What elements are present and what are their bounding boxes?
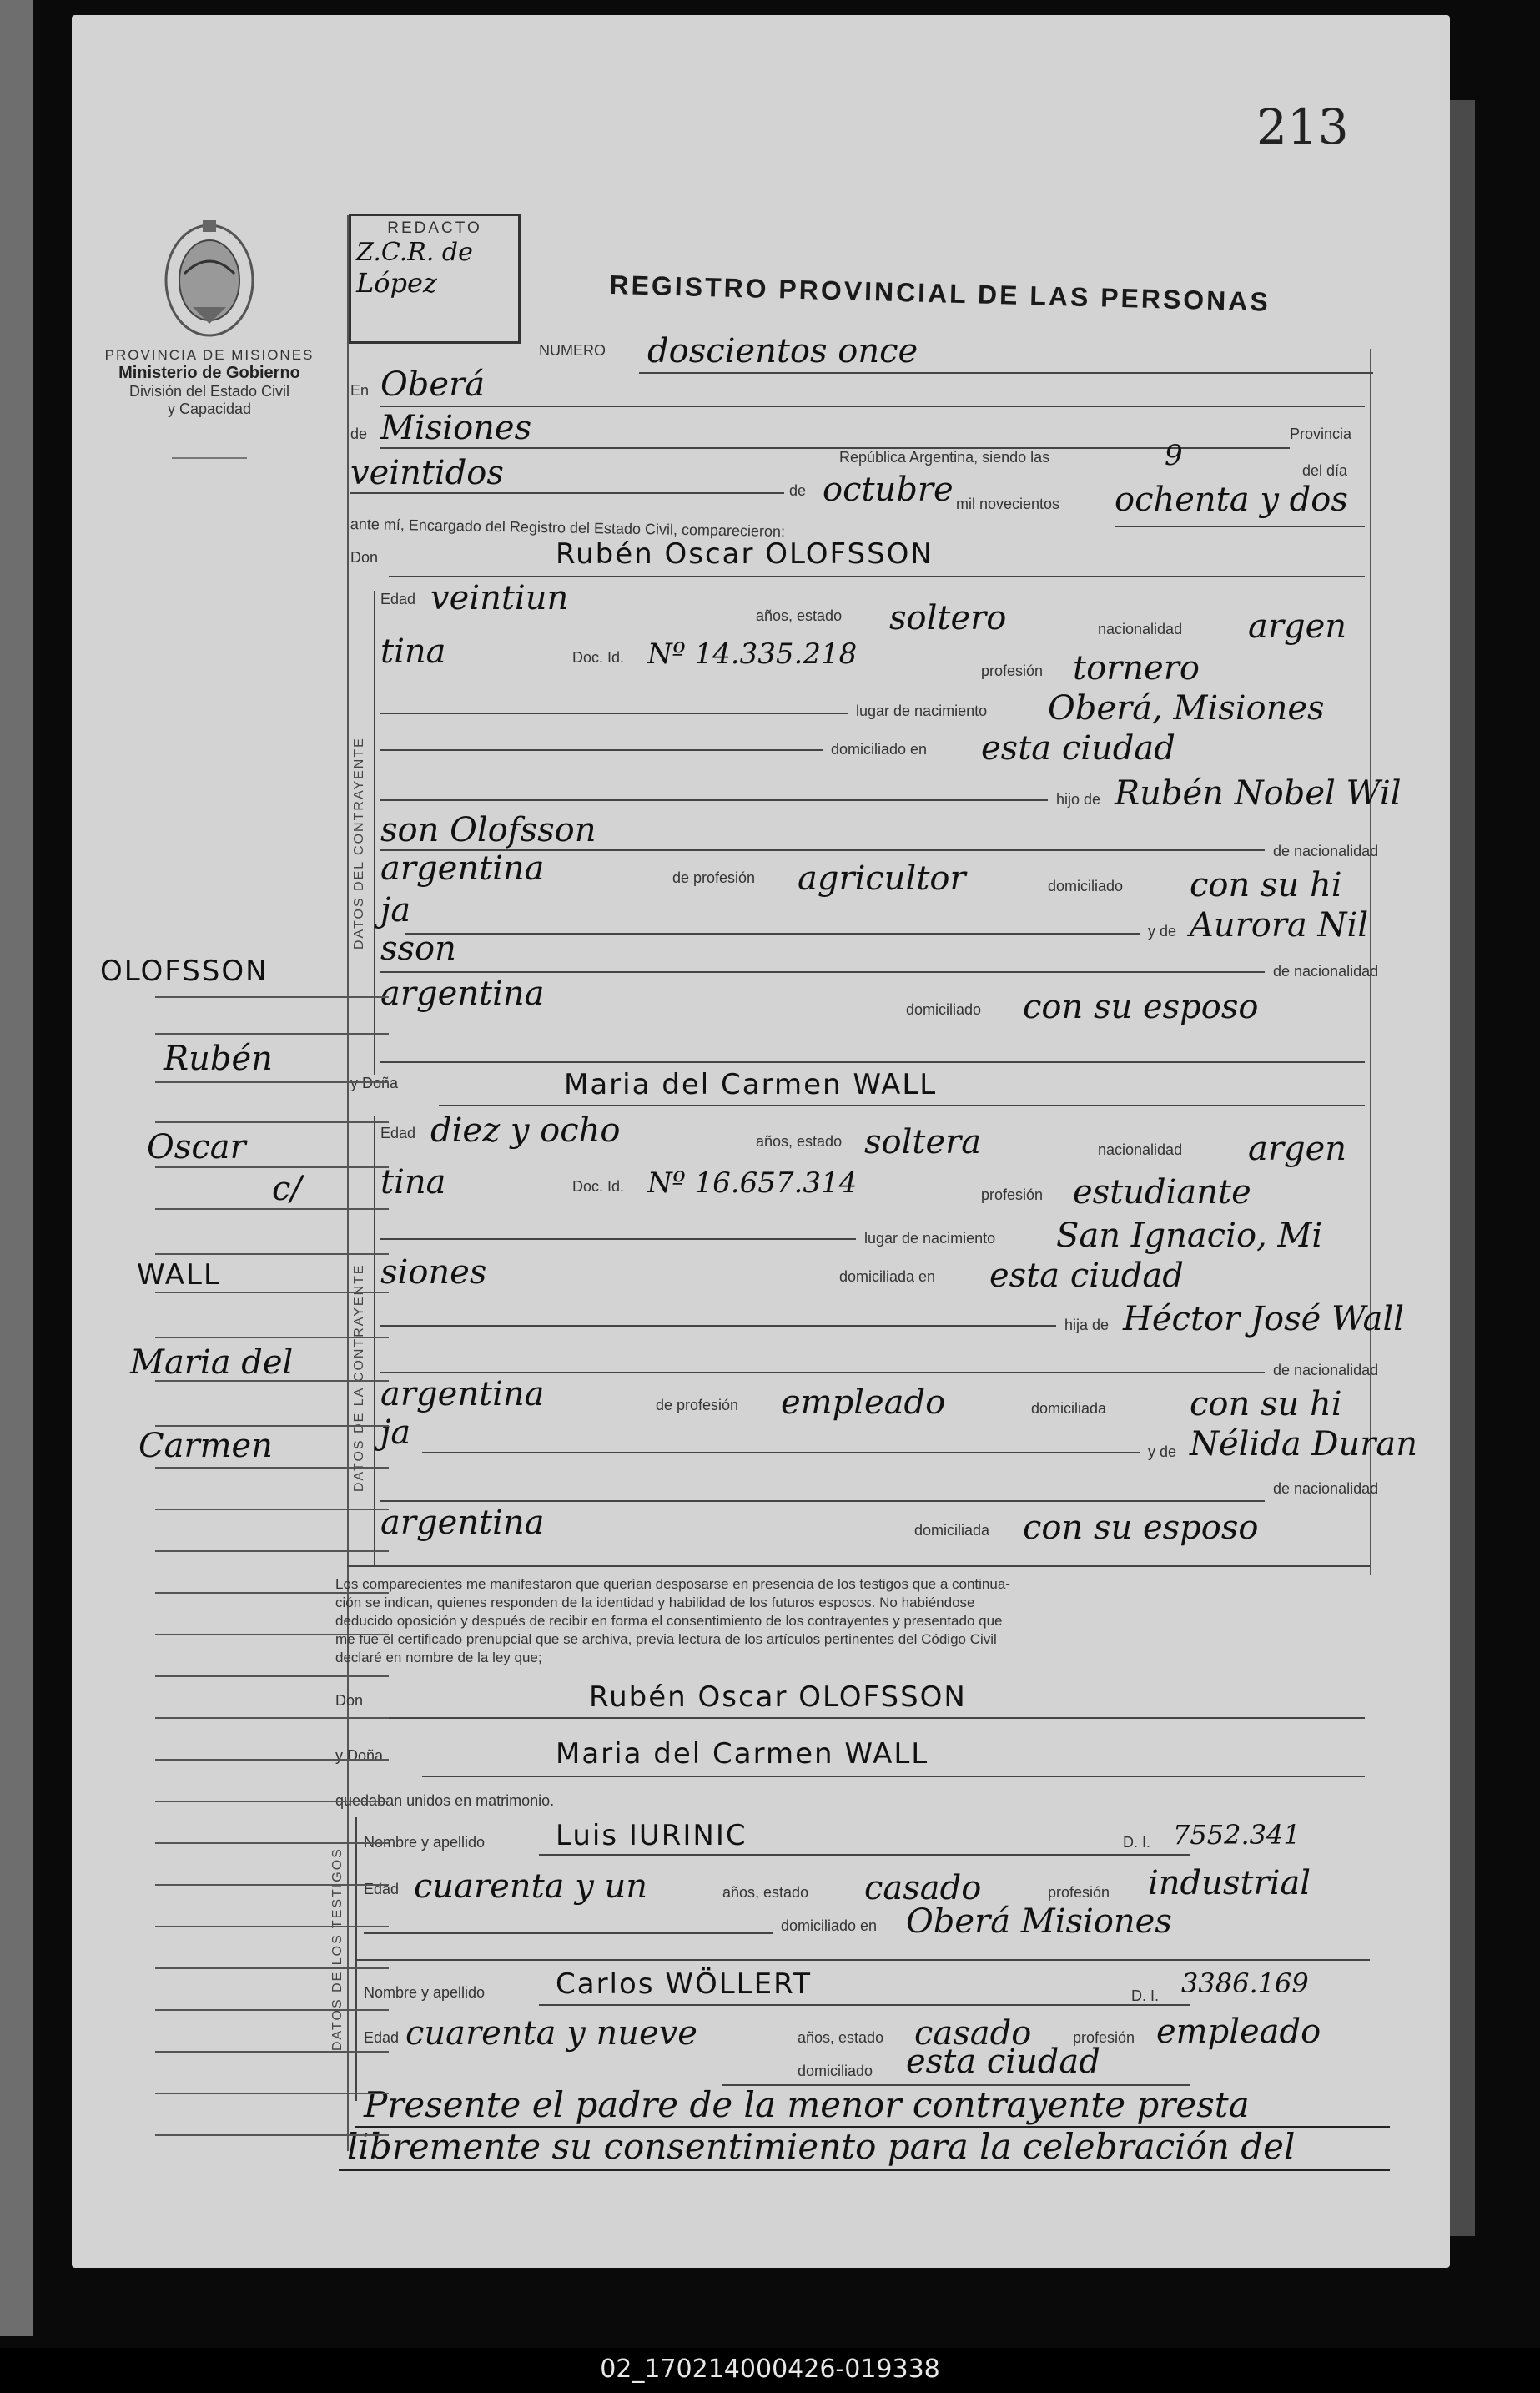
value-groom-father-1: Rubén Nobel Wil [1115, 774, 1402, 813]
stamp-title: REDACTO [387, 219, 482, 237]
value-bride-nat-2: tina [380, 1163, 446, 1202]
form-title: REGISTRO PROVINCIAL DE LAS PERSONAS [609, 270, 1271, 317]
margin-name-line: Carmen [138, 1427, 273, 1465]
label-profesion-bride: profesión [981, 1186, 1044, 1203]
value-groom-nat-2: tina [380, 632, 446, 671]
label-domiciliado-en: domiciliado en [831, 741, 928, 758]
label-doc-id-bride: Doc. Id. [572, 1178, 625, 1195]
value-groom-age: veintiun [430, 579, 569, 617]
label-hijo-de: hijo de [1056, 791, 1101, 808]
label-republica: República Argentina, siendo las [839, 449, 1050, 466]
value-groom-prof: tornero [1073, 649, 1200, 688]
value-w2-prof: empleado [1156, 2013, 1321, 2051]
label-domiciliado-2: domiciliado [906, 1001, 982, 1018]
value-groom-father-prof: agricultor [798, 859, 966, 898]
label-di-w2: D. I. [1131, 1987, 1160, 2004]
label-y-de: y de [1148, 923, 1177, 940]
label-nacionalidad-bride: nacionalidad [1098, 1141, 1183, 1158]
value-bride-father-home-2: ja [380, 1413, 411, 1452]
label-y-dona: y Doña [350, 1075, 399, 1091]
value-w1-home: Oberá Misiones [906, 1902, 1172, 1941]
authority-ministry: Ministerio de Gobierno [118, 364, 300, 382]
label-domiciliado: domiciliado [1048, 878, 1124, 894]
value-groom-mother-home: con su esposo [1023, 988, 1259, 1026]
value-w2-di: 3386.169 [1181, 1967, 1309, 1999]
label-profesion: profesión [981, 662, 1044, 679]
value-provincia: Misiones [380, 409, 532, 447]
value-w2-status: casado [914, 2014, 1032, 2053]
label-domiciliado-en-w1: domiciliado en [781, 1917, 878, 1934]
label-quedaban: quedaban unidos en matrimonio. [335, 1792, 555, 1809]
margin-name-line: Oscar [147, 1128, 246, 1166]
margin-name-line: Maria del [130, 1343, 294, 1382]
authority-block [72, 347, 347, 418]
value-hora: 9 [1165, 439, 1183, 472]
label-datos-contrayente: DATOS DEL CONTRAYENTE [352, 737, 366, 950]
label-anos-estado-w2: años, estado [798, 2029, 884, 2046]
label-datos-testigos: DATOS DE LOS TESTIGOS [330, 1847, 345, 2051]
value-groom-mother-nat: argentina [380, 975, 545, 1013]
label-de-nacionalidad: de nacionalidad [1273, 843, 1379, 859]
value-bride-status: soltera [864, 1123, 982, 1161]
label-nombre-apellido-w2: Nombre y apellido [364, 1984, 486, 2001]
label-anos-estado-bride: años, estado [756, 1133, 843, 1150]
margin-name-line: WALL [137, 1258, 221, 1292]
label-lugar-nacimiento: lugar de nacimiento [856, 703, 988, 719]
label-nacionalidad: nacionalidad [1098, 621, 1183, 637]
label-lugar-nacimiento-bride: lugar de nacimiento [864, 1230, 996, 1247]
label-anos-estado-w1: años, estado [722, 1884, 809, 1901]
label-del-dia: del día [1302, 462, 1348, 479]
value-bride-age: diez y ocho [430, 1111, 621, 1150]
label-hija-de: hija de [1064, 1317, 1110, 1333]
label-y-dona-declare: y Doña [335, 1747, 384, 1764]
value-groom-status: soltero [889, 599, 1007, 637]
value-numero: doscientos once [647, 332, 918, 370]
label-edad-w2: Edad [364, 2029, 400, 2046]
label-y-de-bride: y de [1148, 1443, 1177, 1460]
label-provincia: Provincia [1290, 426, 1352, 442]
label-domiciliada-2: domiciliada [914, 1522, 990, 1539]
value-bride-father-nat: argentina [380, 1375, 545, 1413]
paragraph-line: declaré en nombre de la ley que; [335, 1650, 542, 1665]
value-groom-father-2: son Olofsson [380, 811, 596, 849]
label-de-nacionalidad-bride: de nacionalidad [1273, 1362, 1379, 1378]
value-groom-nat-1: argen [1248, 607, 1347, 646]
label-edad-bride: Edad [380, 1125, 416, 1141]
label-edad: Edad [380, 591, 416, 607]
label-di: D. I. [1123, 1834, 1151, 1851]
value-bride-doc: Nº 16.657.314 [647, 1166, 858, 1200]
label-numero: NUMERO [539, 342, 606, 359]
value-w2-age: cuarenta y nueve [405, 2014, 697, 2053]
label-de-profesion: de profesión [672, 869, 756, 886]
label-doc-id: Doc. Id. [572, 649, 625, 666]
authority-province: PROVINCIA DE MISIONES [104, 347, 315, 363]
value-groom-doc: Nº 14.335.218 [647, 637, 858, 671]
label-edad-w1: Edad [364, 1881, 400, 1897]
value-groom-father-home-1: con su hi [1190, 866, 1342, 904]
label-don-declare: Don [335, 1692, 364, 1709]
paragraph-line: me fue el certificado prenupcial que se archiva, previa lectura de los artículos pertinentes del Código Civil [335, 1631, 997, 1647]
value-groom-birth: Oberá, Misiones [1048, 689, 1325, 728]
label-datos-la-contrayente: DATOS DE LA CONTRAYENTE [352, 1263, 366, 1492]
value-groom-father-home-2: ja [380, 891, 411, 929]
book-edge [1450, 100, 1475, 2236]
value-bride-mother-nat: argentina [380, 1504, 545, 1542]
value-w1-age: cuarenta y un [414, 1867, 648, 1906]
label-nombre-apellido: Nombre y apellido [364, 1834, 486, 1851]
binding-edge [0, 0, 33, 2336]
label-domiciliada: domiciliada [1031, 1400, 1107, 1417]
value-groom-mother-2: sson [380, 929, 456, 968]
redacto-stamp [349, 214, 521, 344]
value-bride-mother: Nélida Duran [1190, 1425, 1417, 1464]
label-de-nacionalidad-2: de nacionalidad [1273, 963, 1379, 980]
label-don: Don [350, 549, 379, 566]
value-mes: octubre [823, 471, 954, 509]
value-declare-bride: Maria del Carmen WALL [556, 1737, 929, 1771]
value-w1-name: Luis IURINIC [556, 1819, 747, 1852]
value-w2-home: esta ciudad [906, 2043, 1100, 2081]
label-domiciliado-w2: domiciliado [798, 2063, 873, 2079]
value-bride-nat-1: argen [1248, 1130, 1347, 1168]
stamp-line-1: Z.C.R. de [356, 238, 473, 267]
authority-division: División del Estado Civil [128, 383, 290, 400]
label-de: de [350, 426, 368, 442]
label-de-profesion-bride: de profesión [656, 1397, 739, 1413]
margin-name-line: Rubén [164, 1040, 273, 1078]
paragraph-line: Los comparecientes me manifestaron que querían desposarse en presencia de los testigos que a continua- [335, 1576, 1010, 1592]
value-w1-di: 7552.341 [1173, 1819, 1301, 1851]
note-line-1: Presente el padre de la menor contrayente presta [364, 2084, 1250, 2125]
value-bride-home: esta ciudad [989, 1257, 1184, 1295]
value-w2-name: Carlos WÖLLERT [556, 1967, 812, 2001]
register-page [72, 15, 1450, 2268]
value-bride-birth-1: San Ignacio, Mi [1056, 1217, 1323, 1255]
value-bride-father-home-1: con su hi [1190, 1385, 1342, 1423]
value-bride-father: Héctor José Wall [1123, 1300, 1405, 1338]
coat-of-arms-icon [159, 215, 259, 344]
label-profesion-w2: profesión [1073, 2029, 1135, 2046]
label-ante-mi: ante mí, Encargado del Registro del Estado Civil, comparecieron: [350, 516, 786, 541]
label-en: En [350, 382, 370, 399]
value-declare-groom: Rubén Oscar OLOFSSON [589, 1680, 967, 1714]
value-bride-prof: estudiante [1073, 1173, 1251, 1212]
paragraph-line: ción se indican, quienes responden de la identidad y habilidad de los futuros esposos. No habiéndose [335, 1594, 975, 1610]
authority-capacity: y Capacidad [167, 401, 252, 417]
value-groom-home: esta ciudad [981, 729, 1175, 768]
margin-name-line: OLOFSSON [100, 955, 269, 988]
paragraph-line: deducido oposición y después de recibir en forma el consentimiento de los contrayentes y presentado que [335, 1613, 1003, 1629]
value-groom-father-nat: argentina [380, 849, 545, 888]
margin-name-line: c/ [272, 1170, 302, 1208]
label-de-mes: de [789, 482, 807, 499]
label-domiciliada-en: domiciliada en [839, 1268, 936, 1285]
value-bride-name: Maria del Carmen WALL [564, 1068, 938, 1101]
value-w1-prof: industrial [1148, 1864, 1311, 1902]
value-groom-name: Rubén Oscar OLOFSSON [556, 537, 934, 571]
label-mil-novecientos: mil novecientos [956, 496, 1060, 512]
value-bride-birth-2: siones [380, 1253, 487, 1292]
note-line-2: libremente su consentimiento para la celebración del [347, 2126, 1296, 2167]
value-bride-father-prof: empleado [781, 1383, 946, 1422]
footer-id: 02_170214000426-019338 [600, 2355, 940, 2384]
declaration-paragraph [335, 1575, 1370, 1667]
label-anos-estado: años, estado [756, 607, 843, 624]
value-anio: ochenta y dos [1115, 481, 1348, 519]
stamp-line-2: López [356, 267, 437, 299]
value-w1-status: casado [864, 1869, 982, 1907]
label-de-nacionalidad-bride-2: de nacionalidad [1273, 1480, 1379, 1497]
page-number: 213 [1256, 98, 1349, 155]
value-groom-mother-1: Aurora Nil [1190, 906, 1369, 945]
label-profesion-w1: profesión [1048, 1884, 1110, 1901]
value-dia: veintidos [350, 454, 504, 492]
value-en: Oberá [380, 365, 486, 404]
value-bride-mother-home: con su esposo [1023, 1509, 1259, 1547]
